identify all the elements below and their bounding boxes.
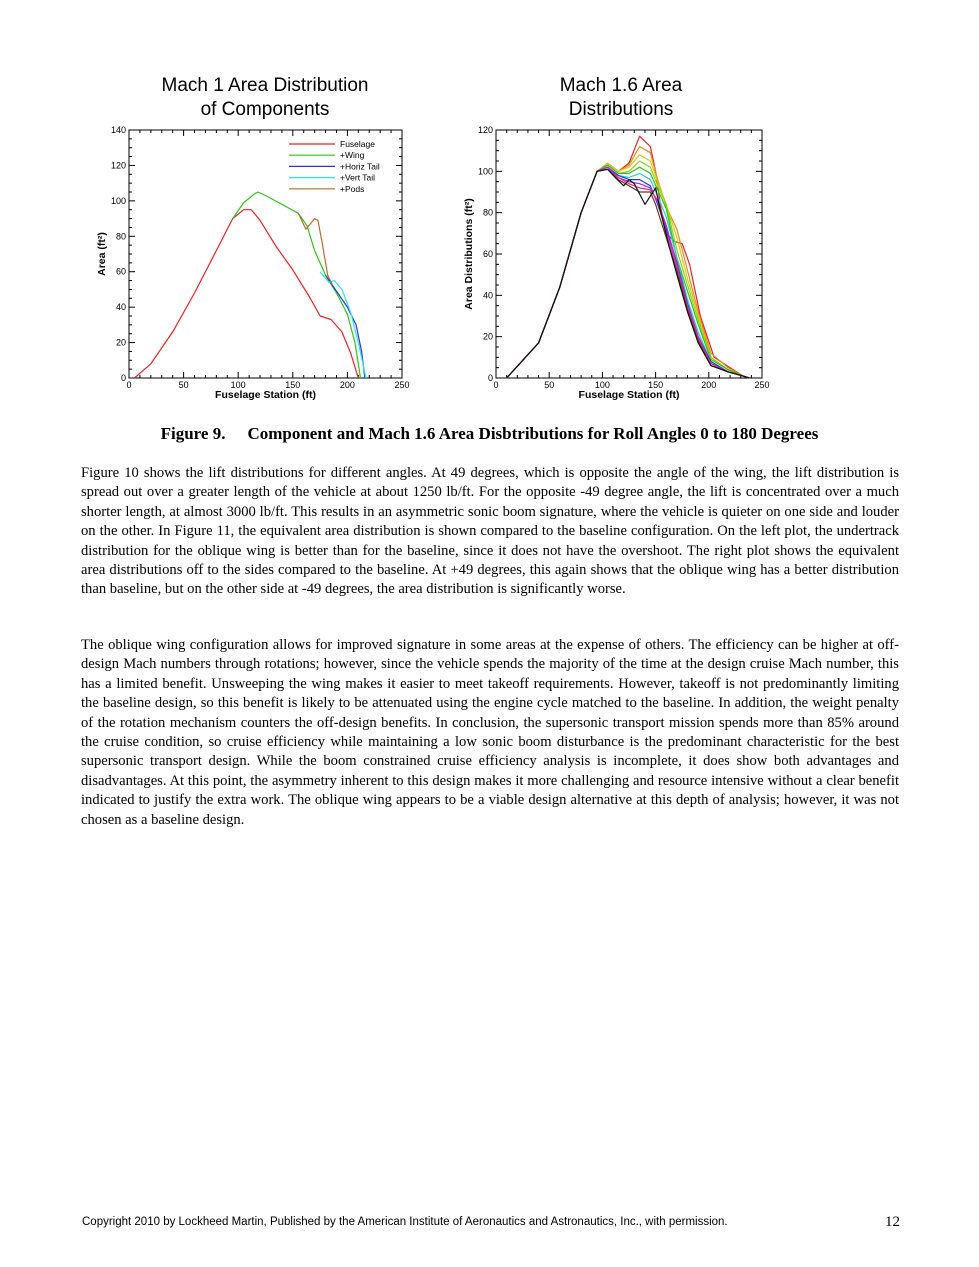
x-tick-label: 0	[493, 380, 499, 390]
x-tick-label: 250	[754, 380, 770, 390]
series-line-9	[507, 169, 750, 378]
legend-entry: +Horiz Tail	[340, 161, 380, 172]
series-line-6	[507, 167, 750, 378]
legend-entry: +Vert Tail	[340, 172, 376, 183]
x-axis-label: Fuselage Station (ft)	[215, 389, 316, 401]
y-tick-label: 120	[477, 125, 493, 135]
y-axis-label: Area (ft²)	[96, 232, 108, 276]
legend-entry: +Pods	[340, 183, 365, 194]
y-tick-label: 80	[115, 231, 126, 242]
y-tick-label: 20	[115, 337, 126, 348]
y-tick-label: 0	[487, 373, 493, 383]
figure-caption	[0, 424, 979, 444]
body-paragraph-2: The oblique wing configuration allows for improved signature in some areas at the expense of others. The efficiency can be higher at off-design Mach numbers through rotations; however, since the vehicle spends the majority of the time at the design cruise Mach number, this has a limited benefit. Unsweeping the wing makes it easier to meet takeoff requirements. However, takeoff is not predominantly limiting the baseline design, so this benefit is likely to be attenuated using the engine cycle matched to the baseline. In addition, the weight penalty of the rotation mechanism counters the off-design benefits. In conclusion, the supersonic transport mission spends more than 85% around the cruise condition, so cruise efficiency while maintaining a low sonic boom disturbance is the predominant characteristic for the best supersonic transport design. While the boom constrained cruise efficiency analysis is incomplete, it does show both advantages and disadvantages. At this point, the asymmetry inherent to this design makes it more challenging and resource intensive without a clear benefit indicated to justify the extra work. The oblique wing appears to be a viable design alternative at this depth of analysis; however, it was not chosen as a baseline design.	[81, 637, 899, 828]
x-tick-label: 200	[339, 380, 355, 390]
x-tick-label: 100	[594, 380, 610, 390]
series-line-7	[507, 167, 750, 378]
x-tick-label: 0	[126, 380, 132, 390]
page-number: 12	[885, 1214, 900, 1230]
series-line-1	[507, 136, 750, 378]
y-tick-label: 60	[115, 266, 126, 277]
body-paragraph-1: Figure 10 shows the lift distributions for different angles. At 49 degrees, which is opposite the angle of the wing, the lift distribution is spread out over a greater length of the vehicle at about 1250 lb/ft. For the opposite -49 degree angle, the lift is concentrated over a much shorter length, at almost 3000 lb/ft. This results in an asymmetric sonic boom signature, where the vehicle is quieter on one side and louder on the other. In Figure 11, the equivalent area distribution is shown compared to the baseline configuration. On the left plot, the undertrack distribution for the oblique wing is better than for the baseline, since it does not have the overshoot. The right plot shows the equivalent area distributions off to the sides compared to the baseline. At +49 degrees, this again shows that the oblique wing has a better distribution than baseline, but on the other side at -49 degrees, the area distribution is significantly worse.	[81, 465, 899, 598]
series-line-5	[507, 165, 750, 378]
y-tick-label: 120	[110, 160, 126, 171]
left-chart-title-line2: of Components	[200, 99, 330, 120]
y-tick-label: 20	[482, 331, 493, 342]
left-chart-title-line1: Mach 1 Area Distribution	[161, 75, 369, 96]
figure-label: Figure 9.	[160, 424, 226, 443]
series-line-8	[507, 167, 750, 378]
y-tick-label: 100	[110, 195, 126, 206]
y-tick-label: 60	[482, 249, 493, 259]
x-tick-label: 150	[285, 380, 301, 390]
x-tick-label: 200	[701, 380, 717, 390]
right-chart-title-line1: Mach 1.6 Area	[559, 75, 683, 96]
series-line-3	[507, 155, 750, 378]
figure-caption-text: Component and Mach 1.6 Area Disbtributions for Roll Angles 0 to 180 Degrees	[247, 424, 819, 443]
y-tick-label: 80	[482, 207, 493, 218]
x-tick-label: 50	[178, 380, 189, 390]
x-tick-label: 250	[394, 380, 410, 390]
y-axis-label: Area Distributions (ft²)	[463, 198, 475, 310]
legend-entry: Fuselage	[340, 139, 375, 149]
right-area-chart	[0, 0, 979, 420]
series-line-4	[507, 161, 750, 378]
y-tick-label: 40	[482, 290, 493, 301]
series-line-11	[507, 169, 750, 378]
copyright-notice: Copyright 2010 by Lockheed Martin, Published by the American Institute of Aeronautics and Astronautics, Inc., with permission.	[82, 1216, 728, 1228]
y-tick-label: 40	[115, 302, 126, 313]
y-tick-label: 140	[110, 125, 126, 135]
x-tick-label: 100	[230, 380, 246, 390]
x-axis-label: Fuselage Station (ft)	[578, 389, 680, 401]
x-tick-label: 50	[544, 380, 555, 390]
series-line-10	[507, 169, 750, 378]
right-chart-title-line2: Distributions	[568, 99, 674, 120]
x-tick-label: 150	[648, 380, 664, 390]
y-tick-label: 100	[477, 166, 493, 177]
y-tick-label: 0	[120, 373, 126, 383]
legend-entry: +Wing	[340, 150, 365, 161]
